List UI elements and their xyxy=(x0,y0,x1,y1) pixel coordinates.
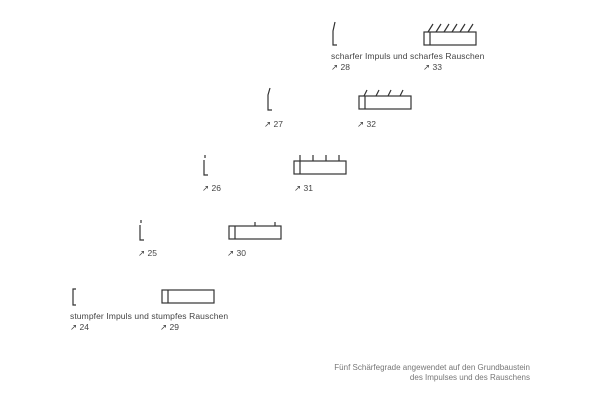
ref-impulse-24: ↗ 24 xyxy=(70,322,89,332)
caption-line-2: des Impulses und des Rauschens xyxy=(409,373,530,382)
impulse-glyph-26 xyxy=(204,155,208,175)
ref-noise-32: ↗ 32 xyxy=(357,119,376,129)
noise-glyph-32 xyxy=(359,90,411,109)
ref-noise-30: ↗ 30 xyxy=(227,248,246,258)
ref-impulse-26: ↗ 26 xyxy=(202,183,221,193)
ref-noise-29: ↗ 29 xyxy=(160,322,179,332)
caption-line-1: Fünf Schärfegrade angewendet auf den Grundbaustein xyxy=(334,363,530,372)
ref-impulse-27: ↗ 27 xyxy=(264,119,283,129)
ref-impulse-25: ↗ 25 xyxy=(138,248,157,258)
impulse-glyph-28 xyxy=(333,22,337,45)
noise-glyph-31 xyxy=(294,155,346,174)
ref-noise-31: ↗ 31 xyxy=(294,183,313,193)
noise-glyph-29 xyxy=(162,290,214,303)
impulse-glyph-25 xyxy=(140,220,144,240)
ref-impulse-28: ↗ 28 xyxy=(331,62,350,72)
label-sharp: scharfer Impuls und scharfes Rauschen xyxy=(331,51,485,61)
impulse-glyph-24 xyxy=(73,289,76,305)
noise-glyph-33 xyxy=(424,24,476,45)
noise-glyph-30 xyxy=(229,222,281,239)
ref-noise-33: ↗ 33 xyxy=(423,62,442,72)
label-blunt: stumpfer Impuls und stumpfes Rauschen xyxy=(70,311,229,321)
impulse-glyph-27 xyxy=(268,88,272,110)
